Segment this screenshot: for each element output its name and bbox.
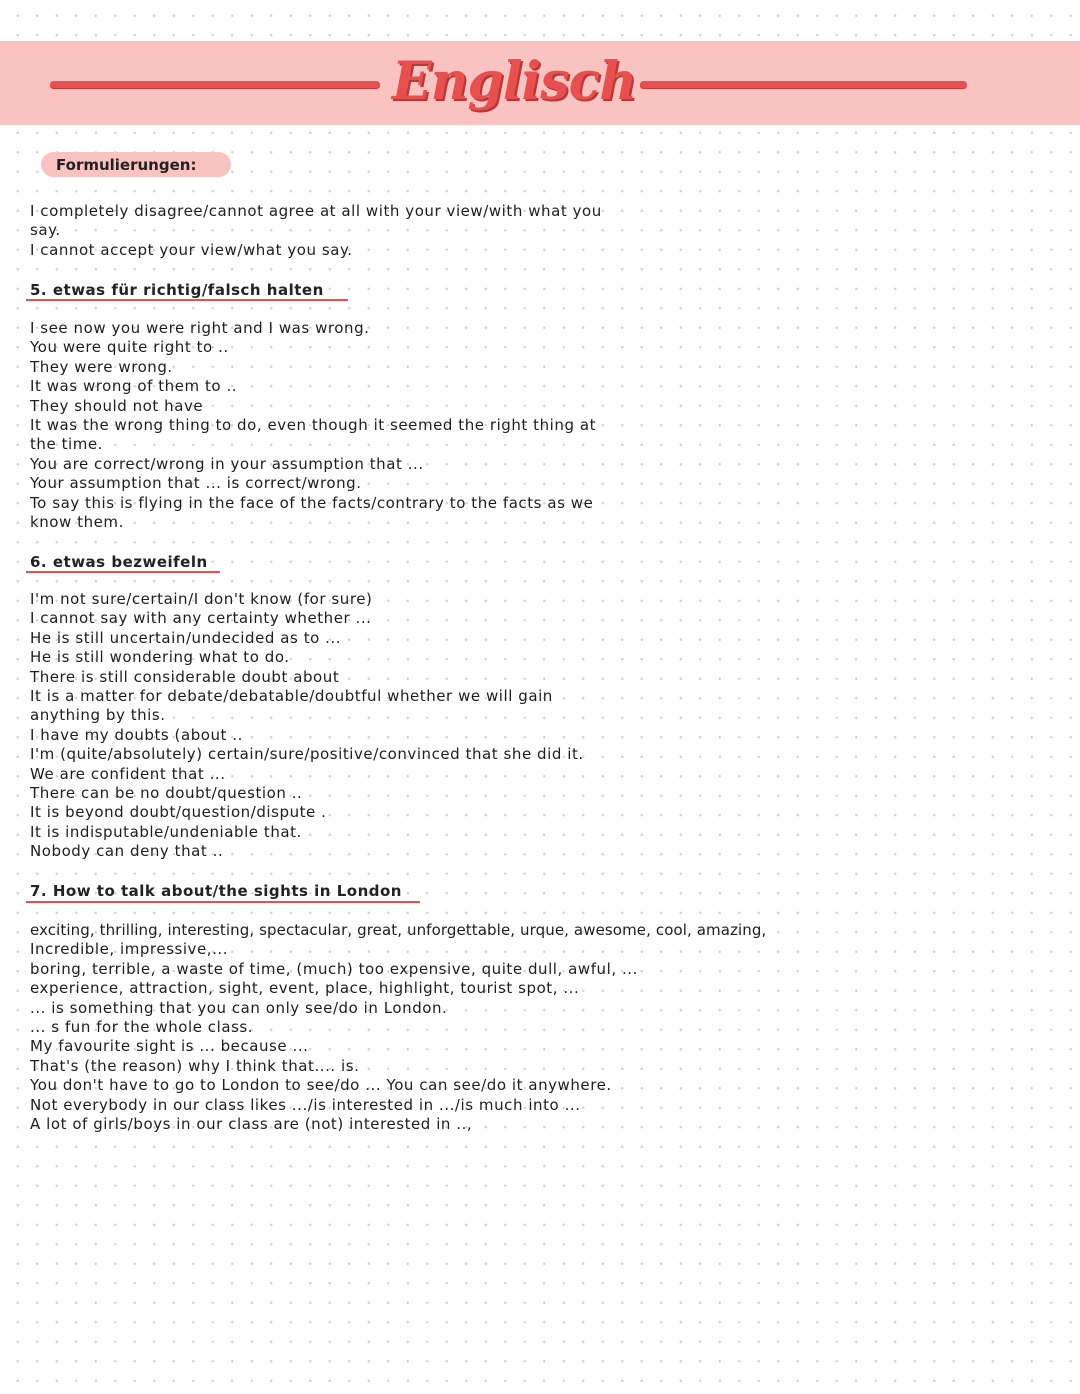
text-line: There is still considerable doubt about (30, 667, 340, 686)
text-line: You are correct/wrong in your assumption that ... (30, 454, 424, 473)
text-line: exciting, thrilling, interesting, spectacular, great, unforgettable, urque, awesome, cool, amazing, (30, 921, 767, 939)
text-line: I cannot accept your view/what you say. (30, 240, 353, 259)
text-line: To say this is flying in the face of the facts/contrary to the facts as we (30, 493, 594, 512)
text-line: They should not have (30, 396, 204, 415)
text-line: experience, attraction, sight, event, place, highlight, tourist spot, ... (30, 979, 580, 998)
text-line: say. (30, 221, 61, 240)
text-line: It is beyond doubt/question/dispute . (30, 803, 327, 822)
text-line: It is a matter for debate/debatable/doubtful whether we will gain (30, 687, 553, 706)
section-6-heading: 6. etwas bezweifeln (30, 553, 208, 571)
page-title: Englisch (392, 51, 637, 112)
banner-line-right (640, 81, 967, 88)
text-line: know them. (30, 513, 124, 532)
text-line: anything by this. (30, 706, 166, 725)
text-line: I cannot say with any certainty whether ... (30, 609, 372, 628)
text-line: ... s fun for the whole class. (30, 1018, 254, 1037)
title-banner (0, 41, 1080, 125)
text-line: I'm (quite/absolutely) certain/sure/positive/convinced that she did it. (30, 745, 584, 764)
section-7-heading: 7. How to talk about/the sights in London (30, 882, 402, 900)
text-line: There can be no doubt/question .. (30, 784, 303, 803)
text-line: Nobody can deny that .. (30, 842, 224, 861)
text-line: the time. (30, 435, 103, 454)
text-line: A lot of girls/boys in our class are (not) interested in .., (30, 1115, 473, 1134)
text-line: He is still wondering what to do. (30, 648, 290, 667)
formulierungen-label (41, 152, 231, 177)
text-line: It was wrong of them to .. (30, 377, 238, 396)
text-line: Your assumption that ... is correct/wrong. (30, 474, 362, 493)
section-7-underline (26, 901, 420, 903)
text-line: That's (the reason) why I think that.... is. (30, 1056, 360, 1075)
text-line: Incredible, impressive,... (30, 940, 229, 959)
formulierungen-label-text: Formulierungen: (56, 156, 197, 174)
text-line: Not everybody in our class likes .../is interested in .../is much into ... (30, 1095, 581, 1114)
section-7-lines (30, 921, 766, 1134)
section-5-lines (30, 319, 596, 532)
section-5-underline (26, 299, 348, 301)
text-line: You don't have to go to London to see/do ... You can see/do it anywhere. (30, 1076, 612, 1095)
text-line: He is still uncertain/undecided as to ... (30, 628, 342, 647)
banner-line-left (50, 81, 380, 88)
text-line: We are confident that ... (30, 764, 226, 783)
text-line: It is indisputable/undeniable that. (30, 822, 302, 841)
text-line: I see now you were right and I was wrong. (30, 319, 370, 337)
section-6-underline (26, 571, 220, 573)
text-line: ... is something that you can only see/do in London. (30, 998, 448, 1017)
text-line: I completely disagree/cannot agree at all with your view/with what you (30, 202, 602, 220)
intro-lines (30, 202, 602, 260)
section-5-heading: 5. etwas für richtig/falsch halten (30, 281, 324, 299)
text-line: They were wrong. (30, 357, 173, 376)
text-line: I have my doubts (about .. (30, 725, 243, 744)
text-line: My favourite sight is ... because ... (30, 1037, 309, 1056)
text-line: I'm not sure/certain/I don't know (for sure) (30, 590, 373, 608)
text-line: boring, terrible, a waste of time, (much) too expensive, quite dull, awful, ... (30, 959, 638, 978)
text-line: You were quite right to .. (30, 338, 229, 357)
text-line: It was the wrong thing to do, even though it seemed the right thing at (30, 416, 597, 435)
section-6-lines (30, 590, 584, 862)
